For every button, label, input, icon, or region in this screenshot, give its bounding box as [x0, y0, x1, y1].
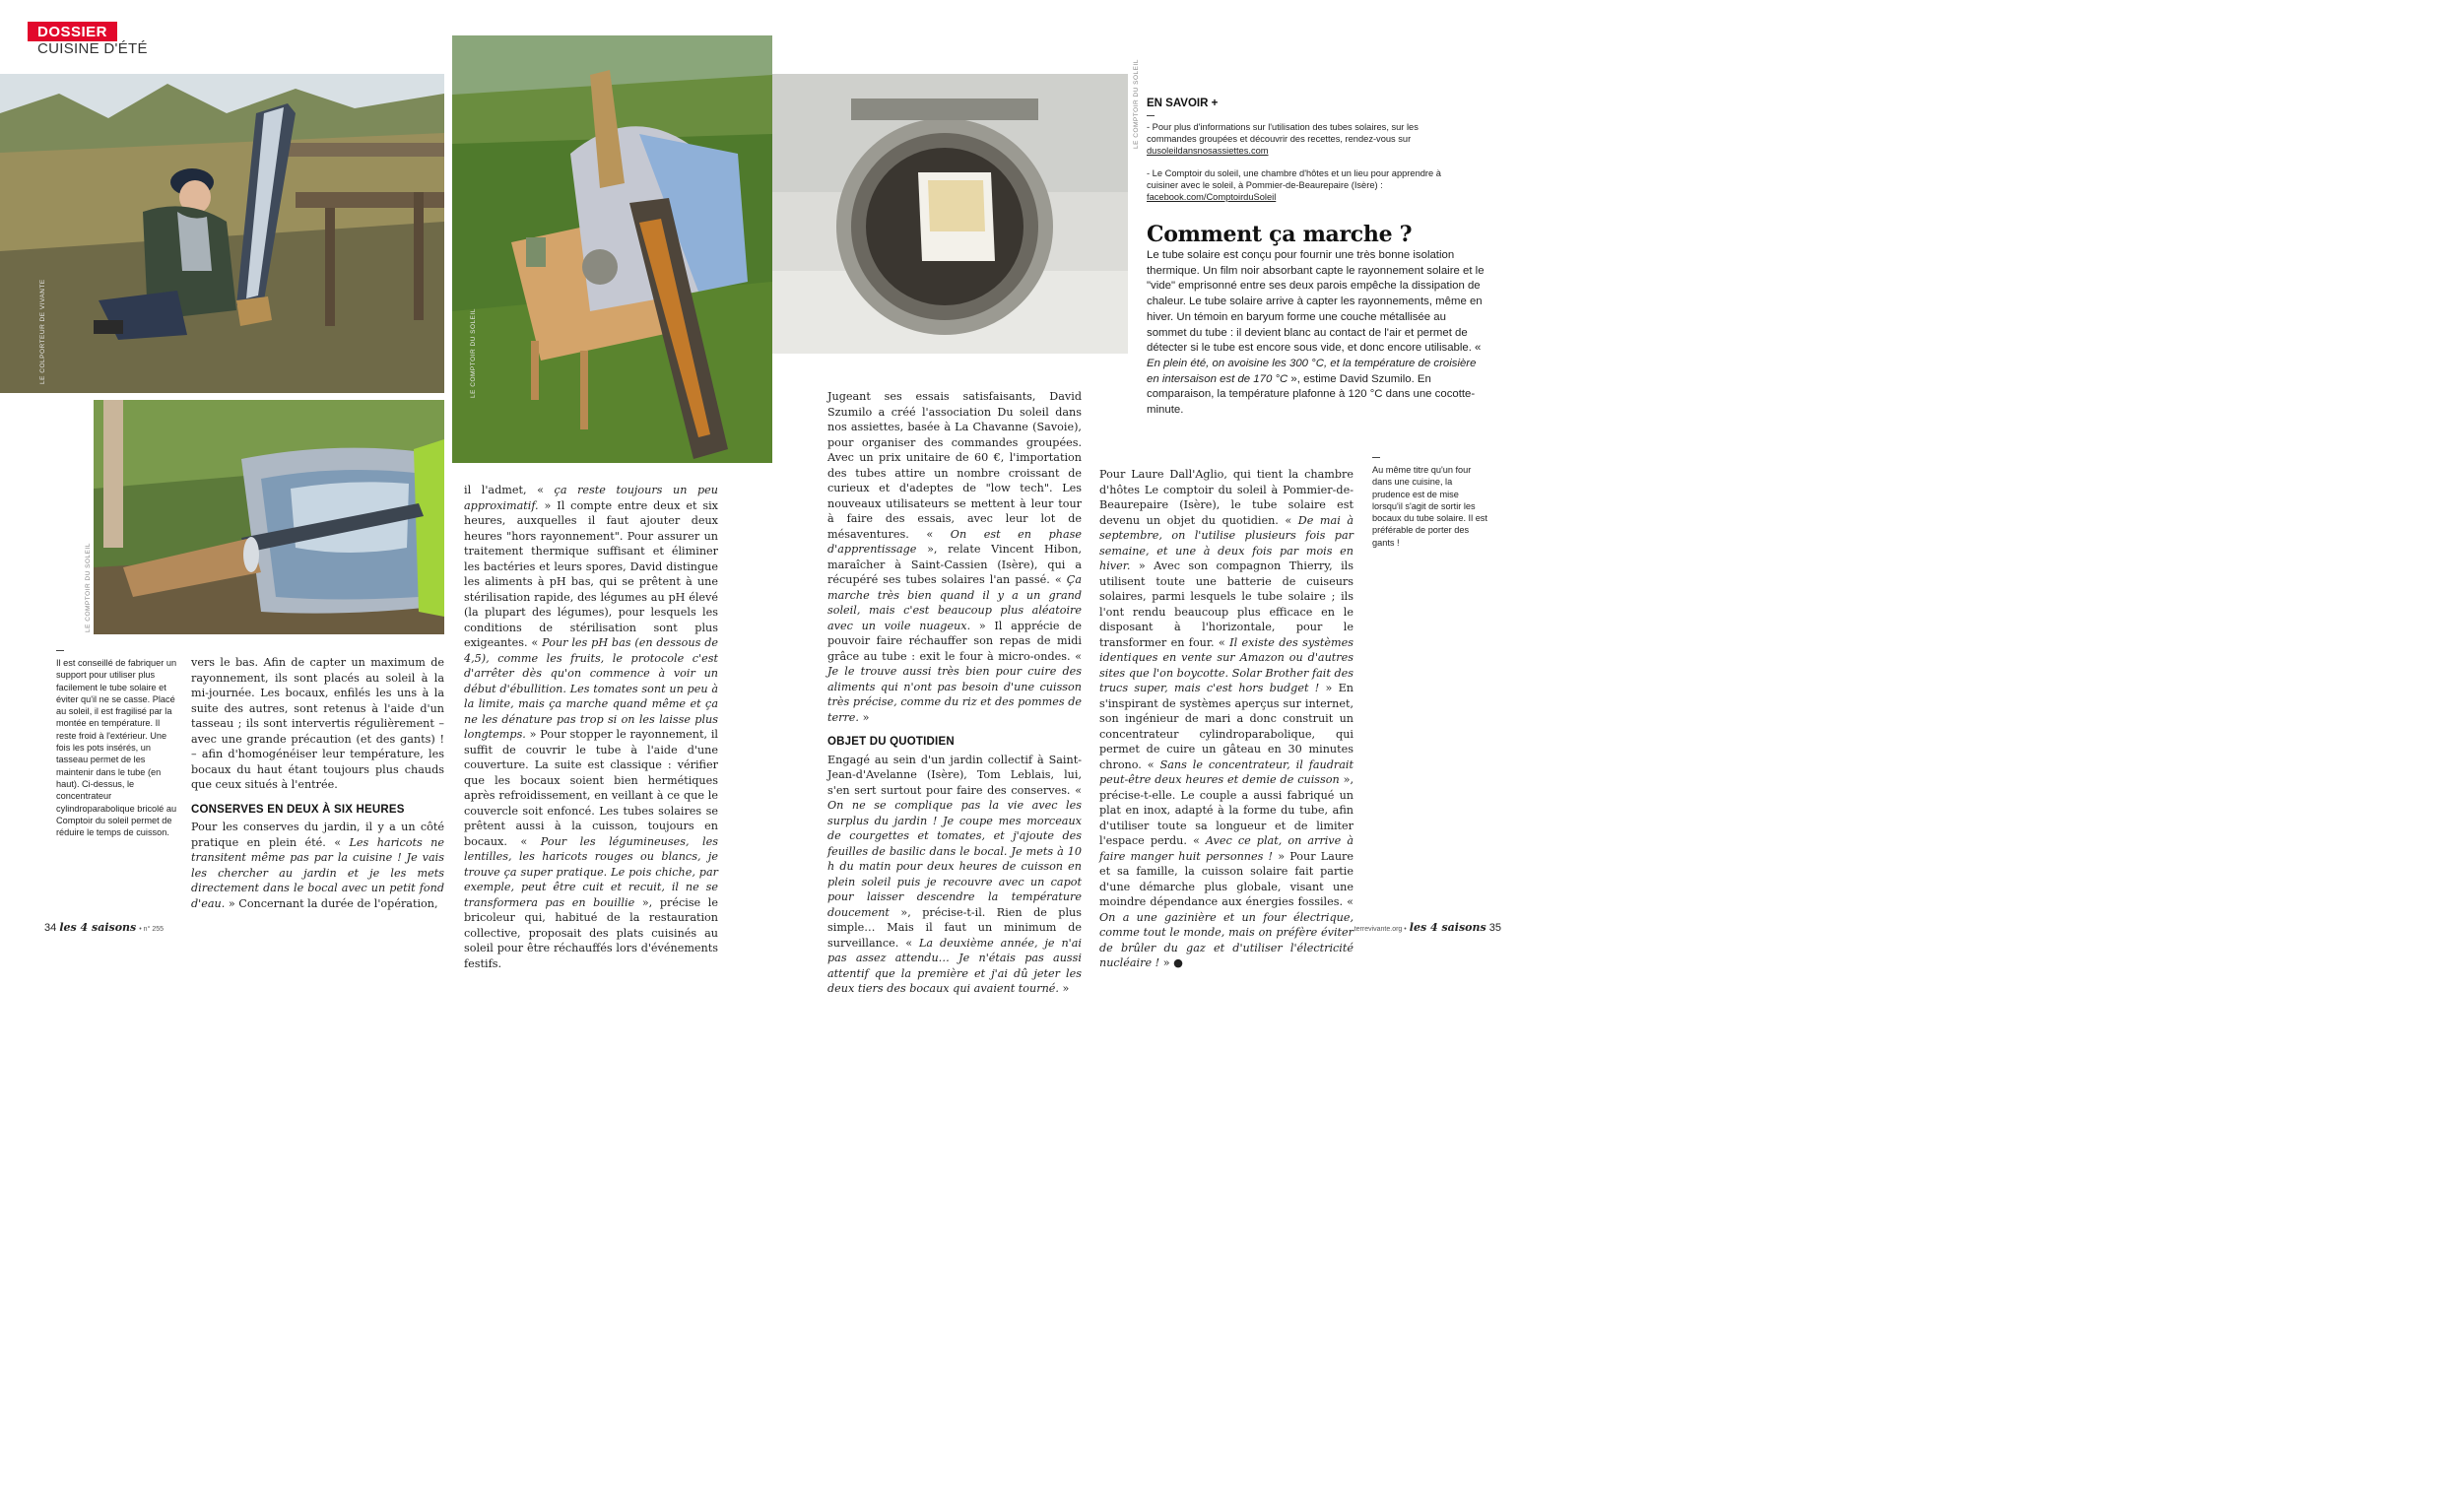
sidebar-dash: [1147, 115, 1155, 116]
article-column-3: [827, 389, 1082, 997]
caption-dash: [56, 650, 64, 651]
photo-credit: LE COMPTOIR DU SOLEIL: [85, 543, 92, 632]
paragraph: Pour Laure Dall'Aglio, qui tient la chambre d'hôtes Le comptoir du soleil à Pommier-de-Beaurepaire (Isère), le tube solaire est devenu un objet du quotidien. « De mai à septembre, on l'utilise plusieurs fois par semaine, et une à deux fois par mois en hiver. » Avec son compagnon Thierry, ils utilisent toute une batterie de cuiseurs solaires, parmi lesquels le tube solaire ; ils l'ont rendu beaucoup plus efficace en le disposant à l'horizontale, pour le transformer en four. « Il existe des systèmes identiques en vente sur Amazon ou d'autres sites que l'on boycotte. Solar Brother fait des trucs super, mais c'est hors budget ! » En s'inspirant de systèmes aperçus sur internet, son ingénieur de mari a donc construit un concentrateur cylindroparabolique, qui permet de cuire un gâteau en 30 minutes chrono. « Sans le concentrateur, il faudrait peut-être deux heures et demie de cuisson », précise-t-elle. Le couple a aussi fabriqué un plat en inox, adapté à la forme du tube, afin d'utiliser toute sa longueur et de limiter l'espace perdu. « Avec ce plat, on arrive à faire manger huit personnes ! » Pour Laure et sa famille, la cuisson solaire fait partie d'une démarche plus globale, visant une moindre dépendance aux énergies fossiles. « On a une gazinière et un four électrique, comme tout le monde, mais on préfère éviter de brûler du gaz et d'utiliser l'électricité nucléaire ! » ●: [1099, 468, 1354, 969]
photo-man-solar-tube: [0, 74, 444, 393]
sidebar-en-savoir: [1147, 98, 1442, 203]
photo-reflector-cooker: [85, 400, 444, 634]
how-it-works-text: Le tube solaire est conçu pour fournir une très bonne isolation thermique. Un film noir absorbant capte le rayonnement solaire et le "vide" emprisonné entre ses deux parois empêche la dissipation de chaleur. Le tube solaire arrive à capter les rayonnements, même en hiver. Un témoin en baryum forme une couche métallisée au sommet du tube : il devient blanc au contact de l'air et permet de détecter si le tube est encore sous vide, et donc encore utilisable. « En plein été, on avoisine les 300 °C, et la température de croisière en intersaison est de 170 °C », estime David Szumilo. En comparaison, la température plafonne à 120 °C dans une cocotte-minute.: [1147, 249, 1485, 417]
paragraph: Pour les conserves du jardin, il y a un côté pratique en plein été. « Les haricots ne transitent même pas par la cuisine ! Je vais les chercher au jardin et je les mets directement dans le bocal avec un petit fond d'eau. » Concernant la durée de l'opération,: [191, 821, 444, 910]
footer-left: [44, 921, 164, 934]
photo-credit: LE COLPORTEUR DE VIVANTE: [39, 279, 46, 384]
caption-text: Il est conseillé de fabriquer un support pour utiliser plus facilement le tube solaire et éviter qu'il ne se casse. Placé au soleil, il est fragilisé par la montée en température. Il reste froid à l'extérieur. Une fois les pots insérés, un tasseau permet de les maintenir dans le tube (en haut). Ci-dessus, le concentrateur cylindroparabolique bricolé au Comptoir du soleil permet de réduire le temps de cuisson.: [56, 658, 177, 838]
section-subtitle: CUISINE D'ÉTÉ: [37, 40, 148, 57]
section-heading: CONSERVES EN DEUX À SIX HEURES: [191, 803, 405, 816]
footer-right: [1354, 921, 1501, 934]
paragraph: Engagé au sein d'un jardin collectif à Saint-Jean-d'Avelanne (Isère), Tom Leblais, lui, s'en sert surtout pour faire des conserves. « On ne se complique pas la vie avec les surplus du jardin ! Je coupe mes morceaux de courgettes et tomates, et j'ajoute des feuilles de basilic dans le bocal. Je mets à 10 h du matin pour deux heures de cuisson en plein soleil puis je recouvre avec un capot pour laisser descendre la température doucement », précise-t-il. Rien de plus simple… Mais il faut un minimum de surveillance. « La deuxième année, je n'ai pas assez attendu… Je n'étais pas aussi attentif que la première et j'ai dû jeter les deux tiers des bocaux qui avaient tourné. »: [827, 753, 1082, 995]
section-tag: DOSSIER: [28, 22, 117, 41]
end-mark: ●: [1173, 956, 1183, 969]
article-column-2: [464, 483, 718, 971]
issue-number: • n° 255: [139, 926, 164, 933]
photo-credit: LE COMPTOIR DU SOLEIL: [1133, 59, 1140, 149]
paragraph: Jugeant ses essais satisfaisants, David Szumilo a créé l'association Du soleil dans nos assiettes, basée à La Chavanne (Savoie), pour organiser des commandes groupées. Avec un prix unitaire de 60 €, l'importation des tubes attire un nombre croissant de curieux et d'adeptes de "low tech". Les nouveaux utilisateurs se mettent à leur tour à faire des essais, avec leur lot de mésaventures. « On est en phase d'apprentissage », relate Vincent Hibon, maraîcher à Saint-Cassien (Isère), qui a récupéré ses tubes solaires l'an passé. « Ça marche très bien quand il y a un grand soleil, mais c'est beaucoup plus aléatoire avec un voile nuageux. » Il apprécie de pouvoir faire réchauffer son repas de midi grâce au tube : exit le four à micro-ondes. « Je le trouve aussi très bien pour cuire des aliments qui n'ont pas besoin d'une cuisson très précise, comme du riz et des pommes de terre. »: [827, 390, 1083, 724]
page-number: 34: [44, 922, 57, 934]
sidebar-item: - Pour plus d'informations sur l'utilisation des tubes solaires, sur les commandes groupées et découvrir des recettes, rendez-vous sur dusoleildansnosassiettes.com: [1147, 122, 1419, 156]
photo-tube-inside: [772, 59, 1140, 354]
sidebar-item: - Le Comptoir du soleil, une chambre d'hôtes et un lieu pour apprendre à cuisiner avec le soleil, à Pommier-de-Beaurepaire (Isère) : facebook.com/ComptoirduSoleil: [1147, 168, 1441, 202]
magazine-name: les 4 saisons: [1409, 921, 1486, 934]
caption-text: Au même titre qu'un four dans une cuisine, la prudence est de mise lorsqu'il s'agit de sortir les bocaux du tube solaire. Il est préférable de porter des gants !: [1372, 465, 1487, 548]
photo-credit: LE COMPTOIR DU SOLEIL: [470, 308, 477, 398]
sidebar-link[interactable]: facebook.com/ComptoirduSoleil: [1147, 192, 1277, 202]
paragraph: vers le bas. Afin de capter un maximum de rayonnement, ils sont placés au soleil à la mi-journée. Les bocaux, enfilés les uns à la suite des autres, sont retenus à l'aide d'un tasseau ; ils sont intervertis régulièrement – avec une grande précaution (et des gants) ! – afin d'homogénéiser leur température, les bocaux du haut étant toujours plus chauds que ceux situés à l'entrée.: [191, 656, 444, 791]
how-it-works-title: Comment ça marche ?: [1147, 222, 1413, 247]
how-it-works-box: [1147, 222, 1487, 419]
page-number: 35: [1488, 922, 1501, 934]
sidebar-link[interactable]: dusoleildansnosassiettes.com: [1147, 146, 1269, 156]
article-column-4: [1099, 467, 1354, 971]
caption-dash: [1372, 457, 1380, 458]
website: terrevivante.org •: [1354, 926, 1407, 933]
magazine-name: les 4 saisons: [59, 921, 137, 934]
photo-tube-with-food: [452, 35, 772, 463]
paragraph: il l'admet, « ça reste toujours un peu approximatif. » Il compte entre deux et six heures, auxquelles il faut ajouter deux heures "hors rayonnement". Pour assurer un traitement thermique suffisant et éliminer les bactéries et leurs spores, David distingue les aliments à pH bas, qui se prêtent à une stérilisation rapide, des légumes au pH élevé (la plupart des légumes), pour lesquels les conditions de stérilisation sont plus exigeantes. « Pour les pH bas (en dessous de 4,5), comme les fruits, le protocole c'est d'arrêter dès qu'on commence à voir un début d'ébullition. Les tomates sont un peu à la limite, mais ça marche quand même et ça ne les dénature pas trop si on les laisse plus longtemps. » Pour stopper le rayonnement, il suffit de couvrir le tube à l'aide d'une couverture. La suite est classique : vérifier que les bocaux soient bien hermétiques après refroidissement, en veillant à ce que le couvercle soit enfoncé. Les tubes solaires se prêtent aussi à la cuisson, toujours en bocaux. « Pour les légumineuses, les lentilles, les haricots rouges ou blancs, je trouve ça super pratique. Le pois chiche, par exemple, peut être cuit et recuit, il ne se transformera pas en bouillie », précise le bricoleur qui, habitué de la restauration collective, proposait des plats cuisinés au soleil pour être réchauffés lors d'événements festifs.: [464, 484, 719, 970]
article-column-1: [191, 655, 444, 911]
sidebar-heading: EN SAVOIR +: [1147, 98, 1219, 109]
photo-caption-left: [56, 650, 178, 838]
photo-caption-right: [1372, 457, 1488, 549]
section-heading: OBJET DU QUOTIDIEN: [827, 736, 955, 748]
